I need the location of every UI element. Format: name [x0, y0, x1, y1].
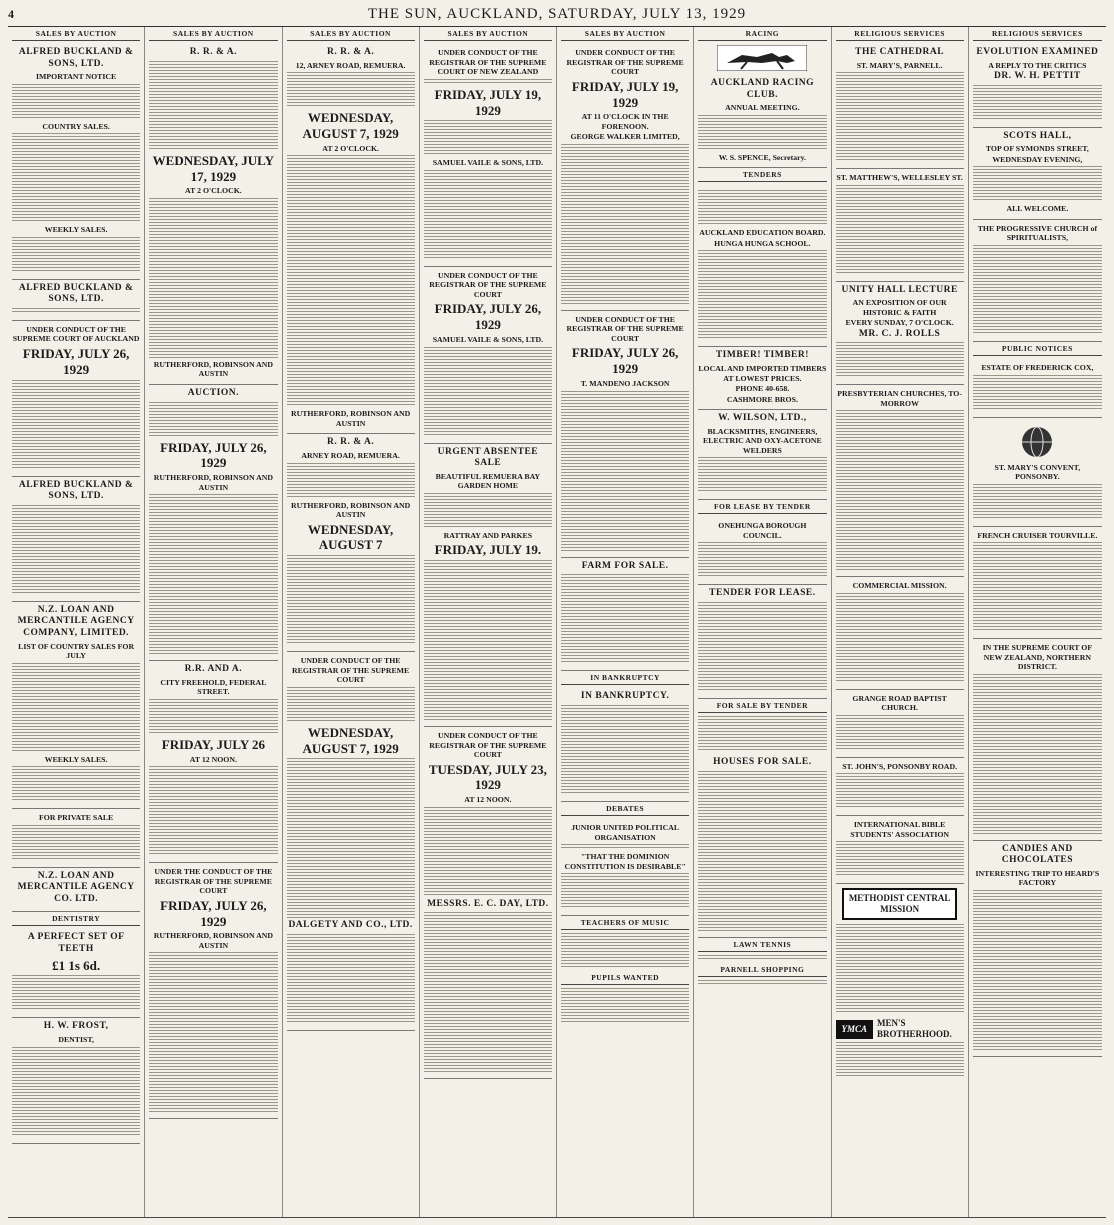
body-text — [698, 115, 826, 151]
body-text — [287, 934, 415, 1024]
ad-subtitle: LOCAL AND IMPORTED TIMBERS AT LOWEST PRICES. — [698, 364, 827, 383]
body-text — [12, 380, 140, 470]
body-text — [698, 980, 826, 986]
ad-title: TENDER FOR LEASE. — [709, 588, 816, 599]
section-header: RELIGIOUS SERVICES — [973, 27, 1102, 41]
section-header: SALES BY AUCTION — [287, 27, 415, 41]
newspaper-title: THE SUN, AUCKLAND, SATURDAY, JULY 13, 1929 — [367, 6, 747, 22]
ad-subtitle: INTERESTING TRIP TO HEARD'S FACTORY — [975, 868, 1100, 888]
columns — [8, 27, 1106, 1218]
ad-buckland-2 — [12, 280, 140, 321]
section-header: DENTISTRY — [12, 912, 140, 926]
ad-rra-2 — [149, 661, 277, 863]
ad-date: FRIDAY, JULY 26 — [161, 736, 265, 752]
ad-private-sale — [12, 809, 140, 868]
ad-date: WEDNESDAY, AUGUST 7 — [307, 521, 394, 553]
ad-title: THE CATHEDRAL — [855, 47, 945, 58]
body-text — [561, 144, 689, 304]
ad-title: W. WILSON, LTD., — [718, 413, 807, 424]
body-text — [561, 844, 689, 850]
ad-time: AT 2 O'CLOCK. — [185, 186, 242, 196]
ad-title: ONEHUNGA BOROUGH COUNCIL. — [718, 521, 807, 540]
body-text — [287, 758, 415, 918]
ad-date: FRIDAY, JULY 26, 1929 — [434, 301, 542, 333]
section-header: RACING — [698, 27, 826, 41]
ad-title: R. R. & A. — [189, 47, 237, 58]
ad-title: N.Z. LOAN AND MERCANTILE AGENCY COMPANY, LIMITED. — [17, 604, 135, 638]
body-text — [836, 841, 964, 877]
body-text — [424, 347, 552, 437]
section-header: SALES BY AUCTION — [424, 27, 552, 41]
ad-title: FRENCH CRUISER TOURVILLE. — [977, 530, 1098, 540]
ad-title: INTERNATIONAL BIBLE STUDENTS' ASSOCIATION — [850, 820, 950, 839]
ad-racing-club — [698, 75, 826, 168]
column-6 — [694, 27, 831, 1217]
ad-bible-students — [836, 816, 964, 884]
ad-title: EVOLUTION EXAMINED — [976, 47, 1099, 58]
ad-subtitle: HUNGA HUNGA SCHOOL. — [714, 238, 811, 248]
globe-illustration — [973, 425, 1102, 459]
ad-teeth — [12, 929, 140, 1018]
ad-st-marys-convent — [973, 418, 1102, 527]
ad-welcome: ALL WELCOME. — [1006, 204, 1069, 214]
ad-scots-hall — [973, 128, 1102, 220]
ad-date: WEDNESDAY EVENING, — [992, 154, 1083, 164]
ad-buckland-3 — [12, 477, 140, 602]
ad-title: SCOTS HALL, — [1003, 130, 1072, 141]
ad-timber — [698, 347, 826, 410]
body-text — [12, 84, 140, 120]
body-text — [698, 542, 826, 578]
page-number: 4 — [8, 7, 14, 21]
body-text — [287, 555, 415, 645]
ad-agent: DALGETY AND CO., LTD. — [288, 920, 413, 931]
body-text — [287, 463, 415, 499]
body-text — [698, 190, 826, 226]
ad-title: UNDER THE CONDUCT OF THE REGISTRAR OF THE SUPREME COURT — [154, 867, 273, 896]
ad-agent: SAMUEL VAILE & SONS, LTD. — [432, 158, 544, 168]
body-text — [149, 198, 277, 358]
ad-date: FRIDAY, JULY 26, 1929 — [160, 897, 267, 929]
section-header: PUPILS WANTED — [561, 971, 689, 985]
body-text — [836, 773, 964, 809]
body-text — [561, 933, 689, 969]
ad-onehunga — [698, 517, 826, 585]
body-text — [973, 245, 1102, 335]
section-header: SALES BY AUCTION — [149, 27, 277, 41]
ad-agent: RUTHERFORD, ROBINSON AND AUSTIN — [153, 359, 274, 379]
body-text — [836, 715, 964, 751]
ad-title: GRANGE ROAD BAPTIST CHURCH. — [852, 693, 947, 713]
ad-price: £1 1s 6d. — [52, 957, 101, 973]
body-text — [836, 342, 964, 378]
ad-registrar-4c — [424, 727, 552, 1079]
body-text — [698, 955, 826, 961]
body-text — [12, 1047, 140, 1137]
ad-title: CANDIES AND CHOCOLATES — [1001, 843, 1074, 866]
ad-subtitle: ARNEY ROAD, REMUERA. — [301, 451, 400, 461]
ad-st-johns — [836, 758, 964, 817]
ad-frost-dentist — [12, 1018, 140, 1143]
ad-title: IN BANKRUPTCY. — [580, 691, 670, 702]
body-text — [973, 85, 1102, 121]
ad-title: UNITY HALL LECTURE — [841, 284, 958, 295]
section-header: SALES BY AUCTION — [561, 27, 689, 41]
ad-speaker: DR. W. H. PETTIT — [994, 71, 1081, 82]
ad-agent: MESSRS. E. C. DAY, LTD. — [427, 898, 549, 909]
body-text — [973, 542, 1102, 632]
ad-title: ESTATE OF FREDERICK COX, — [981, 363, 1094, 373]
ad-title: ST. JOHN'S, PONSONBY ROAD. — [842, 761, 958, 771]
ad-title: AUCKLAND EDUCATION BOARD. — [699, 228, 826, 238]
section-header: LAWN TENNIS — [698, 938, 826, 952]
body-text — [836, 1042, 964, 1078]
ad-title: UNDER CONDUCT OF THE REGISTRAR OF THE SUPREME COURT — [292, 656, 410, 685]
ad-title: FARM FOR SALE. — [581, 560, 669, 571]
ad-quote: "THAT THE DOMINION CONSTITUTION IS DESIRABLE" — [564, 852, 686, 871]
section-header: TENDERS — [698, 168, 826, 182]
ad-title: N.Z. LOAN AND MERCANTILE AGENCY CO. LTD. — [17, 870, 135, 904]
ad-tourville — [973, 527, 1102, 640]
section-header: DEBATES — [561, 802, 689, 816]
ad-agent: RUTHERFORD, ROBINSON AND AUSTIN — [153, 473, 274, 492]
body-text — [561, 391, 689, 551]
section-header: SALES BY AUCTION — [12, 27, 140, 41]
ad-subtitle: BEAUTIFUL REMUERA BAY GARDEN HOME — [435, 471, 541, 491]
ad-title: ALFRED BUCKLAND & SONS, LTD. — [18, 479, 134, 502]
ad-agent: SAMUEL VAILE & SONS, LTD. — [432, 335, 544, 345]
body-text — [287, 155, 415, 315]
body-text — [698, 716, 826, 752]
ad-date: FRIDAY, JULY 19, 1929 — [434, 86, 542, 118]
ad-registrar — [149, 863, 277, 1119]
body-text — [149, 766, 277, 856]
ad-subtitle: LIST OF COUNTRY SALES FOR JULY — [18, 641, 135, 661]
body-text — [12, 237, 140, 273]
body-text — [561, 705, 689, 795]
body-text — [836, 924, 964, 1014]
body-text — [149, 402, 277, 438]
ad-nz-loan-1 — [12, 602, 140, 809]
body-text — [973, 484, 1102, 520]
section-header: TEACHERS OF MUSIC — [561, 916, 689, 930]
ad-absentee-sale — [424, 444, 552, 728]
column-8 — [969, 27, 1106, 1217]
section-header: FOR SALE BY TENDER — [698, 699, 826, 713]
ad-date: WEDNESDAY, AUGUST 7, 1929 — [302, 724, 399, 756]
ad-cathedral — [836, 44, 964, 169]
ad-title: THE PROGRESSIVE CHURCH of SPIRITUALISTS, — [977, 223, 1098, 243]
section-header: RELIGIOUS SERVICES — [836, 27, 964, 41]
ad-subtitle: WEEKLY SALES. — [44, 225, 108, 235]
ad-agent: CASHMORE BROS. — [726, 394, 798, 404]
body-text — [973, 166, 1102, 202]
ad-nz-loan-2 — [12, 868, 140, 913]
ad-houses-sale — [698, 754, 826, 938]
body-text — [287, 72, 415, 108]
ad-title: ALFRED BUCKLAND & SONS, LTD. — [18, 47, 134, 69]
column-3 — [283, 27, 420, 1217]
ad-title: ALFRED BUCKLAND & SONS, LTD. — [18, 282, 134, 305]
body-text — [12, 975, 140, 1011]
methodist-mission-badge: METHODIST CENTRAL MISSION — [842, 888, 956, 920]
body-text — [12, 825, 140, 861]
ad-date: FRIDAY, JULY 19. — [434, 542, 542, 558]
column-7 — [832, 27, 969, 1217]
ad-title: R.R. AND A. — [184, 664, 243, 675]
ad-title: IN THE SUPREME COURT OF NEW ZEALAND, NORTHERN DISTRICT. — [982, 643, 1093, 672]
ad-title: UNDER CONDUCT OF THE REGISTRAR OF THE SUPREME COURT — [566, 48, 684, 77]
ad-title: TIMBER! TIMBER! — [715, 350, 809, 361]
ad-subtitle: COUNTRY SALES. — [42, 121, 110, 131]
ad-title: COMMERCIAL MISSION. — [852, 581, 947, 591]
ad-wilson — [698, 410, 826, 500]
ad-agent: T. MANDENO JACKSON — [580, 379, 670, 389]
ymca-logo: YMCA — [836, 1020, 874, 1039]
ad-time: AT 11 O'CLOCK IN THE FORENOON. — [581, 112, 669, 131]
ad-subtitle: WEEKLY SALES. — [44, 754, 108, 764]
ad-date: FRIDAY, JULY 26, 1929 — [571, 345, 679, 377]
ad-subtitle: TOP OF SYMONDS STREET, — [985, 144, 1089, 154]
ad-date: FRIDAY, JULY 19, 1929 — [571, 78, 679, 110]
ad-rra-arney-2 — [287, 434, 415, 652]
ad-title: UNDER CONDUCT OF THE REGISTRAR OF THE SUPREME COURT — [566, 314, 684, 343]
ad-title: AUCKLAND RACING CLUB. — [710, 78, 815, 100]
ad-time: EVERY SUNDAY, 7 O'CLOCK. — [845, 318, 954, 328]
ad-phone: PHONE 40-658. — [735, 384, 790, 394]
ad-rra-1 — [149, 44, 277, 385]
column-2 — [145, 27, 282, 1217]
section-header: FOR LEASE BY TENDER — [698, 500, 826, 514]
ad-agent: RUTHERFORD, ROBINSON AND AUSTIN — [290, 409, 411, 428]
section-header: IN BANKRUPTCY — [561, 671, 689, 685]
racehorse-illustration — [698, 45, 826, 71]
body-text — [698, 771, 826, 931]
ad-title: HOUSES FOR SALE. — [713, 756, 812, 767]
body-text — [424, 493, 552, 529]
column-5 — [557, 27, 694, 1217]
ad-title: URGENT ABSENTEE SALE — [437, 446, 539, 469]
ad-title: ST. MATTHEW'S, WELLESLEY ST. — [836, 173, 963, 183]
body-text — [973, 375, 1102, 411]
ad-evolution — [973, 44, 1102, 128]
ad-subtitle: ANNUAL MEETING. — [725, 103, 800, 113]
body-text — [561, 574, 689, 664]
ad-subtitle: IMPORTANT NOTICE — [36, 72, 117, 82]
ymca-ad — [836, 1018, 964, 1040]
ad-bankruptcy — [561, 688, 689, 802]
ad-registrar-5a — [561, 44, 689, 311]
ad-date: WEDNESDAY, JULY 17, 1929 — [152, 152, 275, 184]
ad-title: MEN'S BROTHERHOOD. — [877, 1018, 952, 1040]
ad-subtitle: 12, ARNEY ROAD, REMUERA. — [295, 60, 406, 70]
body-text — [287, 687, 415, 723]
ad-title: R. R. & A. — [327, 437, 375, 448]
ad-rra-arney-1 — [287, 44, 415, 434]
ad-time: AT 2 O'CLOCK. — [322, 143, 379, 153]
body-text — [698, 602, 826, 692]
masthead — [8, 6, 1106, 27]
ad-title: A PERFECT SET OF TEETH — [27, 932, 125, 955]
ad-grange-road — [836, 690, 964, 758]
ad-subtitle: ST. MARY'S, PARNELL. — [856, 60, 943, 70]
ad-commercial-mission — [836, 577, 964, 690]
body-text — [12, 505, 140, 595]
body-text — [836, 593, 964, 683]
body-text — [287, 317, 415, 407]
body-text — [12, 766, 140, 802]
ad-title: H. W. FROST, — [43, 1021, 109, 1032]
ad-agent: RUTHERFORD, ROBINSON AND AUSTIN — [290, 500, 411, 520]
ad-date: TUESDAY, JULY 23, 1929 — [428, 761, 547, 793]
ad-subtitle: DENTIST, — [58, 1035, 94, 1045]
ad-supreme-court — [12, 321, 140, 477]
ad-agent: GEORGE WALKER LIMITED, — [570, 132, 680, 142]
body-text — [149, 952, 277, 1112]
ad-agent: W. S. SPENCE, Secretary. — [718, 152, 807, 162]
ad-buckland-1 — [12, 44, 140, 280]
ad-title: ST. MARY'S CONVENT, PONSONBY. — [994, 462, 1081, 482]
body-text — [698, 250, 826, 340]
ad-registrar-5b — [561, 311, 689, 558]
ad-registrar-3 — [287, 652, 415, 1031]
ad-title: UNDER CONDUCT OF THE SUPREME COURT OF AUCKLAND — [12, 324, 140, 344]
ad-title: R. R. & A. — [327, 47, 375, 58]
ad-subtitle: CITY FREEHOLD, FEDERAL STREET. — [160, 677, 267, 697]
body-text — [149, 699, 277, 735]
ad-farm-sale — [561, 558, 689, 672]
ad-subtitle: A REPLY TO THE CRITICS — [988, 60, 1087, 70]
ad-registrar-4b — [424, 267, 552, 444]
body-text — [424, 912, 552, 1072]
ad-title: AUCTION. — [187, 387, 239, 398]
body-text — [424, 560, 552, 720]
ad-title: FOR PRIVATE SALE — [39, 813, 114, 823]
ad-candies — [973, 841, 1102, 1057]
body-text — [149, 61, 277, 151]
ad-date: FRIDAY, JULY 26, 1929 — [22, 345, 130, 377]
ad-registrar-4a — [424, 44, 552, 267]
ad-subtitle: BLACKSMITHS, ENGINEERS, ELECTRIC AND OXY-ACETONE WELDERS — [703, 426, 822, 455]
ad-title: PRESBYTERIAN CHURCHES, TO-MORROW — [837, 389, 962, 408]
ad-title: UNDER CONDUCT OF THE REGISTRAR OF THE SUPREME COURT OF NEW ZEALAND — [429, 48, 547, 77]
body-text — [561, 988, 689, 1024]
ad-unity-hall — [836, 282, 964, 386]
body-text — [424, 170, 552, 260]
ad-title: UNDER CONDUCT OF THE REGISTRAR OF THE SUPREME COURT — [429, 731, 547, 760]
body-text — [12, 133, 140, 223]
ad-agent: RUTHERFORD, ROBINSON AND AUSTIN — [153, 931, 274, 950]
column-1 — [8, 27, 145, 1217]
body-text — [424, 807, 552, 897]
ad-title: JUNIOR UNITED POLITICAL ORGANISATION — [571, 823, 680, 842]
ad-date: WEDNESDAY, AUGUST 7, 1929 — [302, 110, 399, 142]
body-text — [836, 185, 964, 275]
column-4 — [420, 27, 557, 1217]
ad-time: AT 12 NOON. — [464, 795, 512, 805]
body-text — [424, 79, 552, 85]
section-header: PARNELL SHOPPING — [698, 963, 826, 977]
ad-presbyterian — [836, 385, 964, 577]
ad-st-matthews — [836, 169, 964, 282]
body-text — [12, 663, 140, 753]
body-text — [973, 674, 1102, 834]
ad-date: FRIDAY, JULY 26, 1929 — [160, 439, 267, 471]
body-text — [836, 72, 964, 162]
ad-debate — [561, 819, 689, 916]
body-text — [973, 890, 1102, 1050]
ad-supreme-court-nz — [973, 639, 1102, 841]
section-header: PUBLIC NOTICES — [973, 342, 1102, 356]
ad-time: AT 12 NOON. — [189, 754, 237, 764]
ad-agent: RATTRAY AND PARKES — [443, 530, 533, 540]
ad-spiritualists — [973, 220, 1102, 342]
ad-tender-lease — [698, 585, 826, 699]
ad-speaker: MR. C. J. ROLLS — [858, 328, 941, 339]
ad-title: UNDER CONDUCT OF THE REGISTRAR OF THE SUPREME COURT — [429, 270, 547, 299]
body-text — [12, 308, 140, 314]
ad-estate-cox — [973, 359, 1102, 418]
body-text — [424, 120, 552, 156]
body-text — [698, 457, 826, 493]
body-text — [561, 873, 689, 909]
body-text — [149, 494, 277, 654]
body-text — [836, 410, 964, 570]
ad-education-board — [698, 185, 826, 347]
ad-auction — [149, 385, 277, 661]
ad-subtitle: AN EXPOSITION OF OUR HISTORIC & FAITH — [852, 298, 947, 317]
